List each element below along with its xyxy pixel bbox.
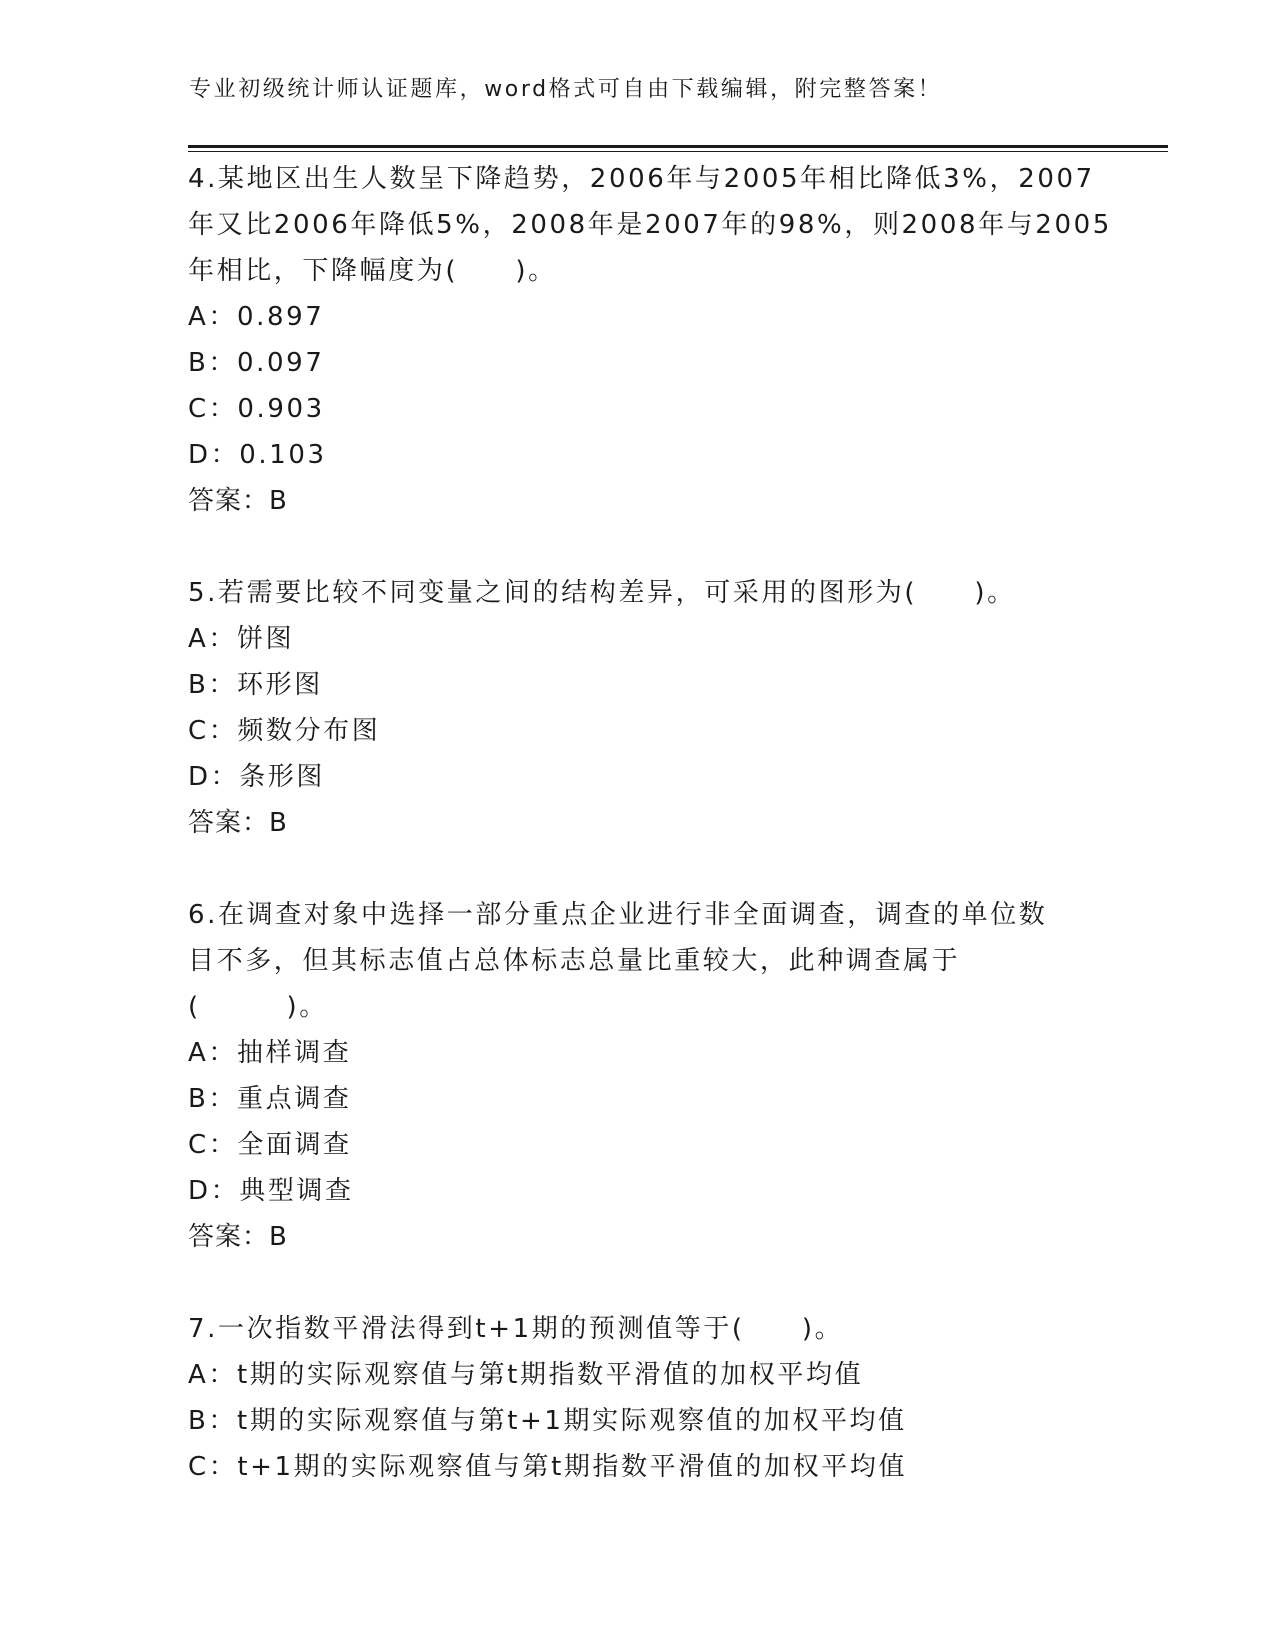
- question-7: [188, 1306, 1088, 1490]
- page-header: 专业初级统计师认证题库，word格式可自由下载编辑，附完整答案！: [189, 77, 943, 102]
- option-a: A：抽样调查: [188, 1038, 352, 1068]
- option-c: C：频数分布图: [188, 716, 381, 746]
- option-d: D：典型调查: [188, 1176, 354, 1206]
- option-c: C：全面调查: [188, 1130, 352, 1160]
- option-b: B：t期的实际观察值与第t+1期实际观察值的加权平均值: [188, 1406, 907, 1436]
- option-c: C：0.903: [188, 394, 325, 424]
- answer-label: 答案：B: [188, 1222, 288, 1252]
- answer-label: 答案：B: [188, 808, 288, 838]
- question-text-line: ( )。: [188, 992, 328, 1022]
- question-list: [188, 156, 1112, 1490]
- question-text-line: 5.若需要比较不同变量之间的结构差异，可采用的图形为( )。: [188, 578, 1016, 608]
- option-b: B：重点调查: [188, 1084, 352, 1114]
- question-text-line: 年相比，下降幅度为( )。: [188, 256, 557, 286]
- option-a: A：饼图: [188, 624, 295, 654]
- header-rule-thick: [188, 145, 1168, 148]
- option-a: A：0.897: [188, 302, 325, 332]
- question-text-line: 年又比2006年降低5%，2008年是2007年的98%，则2008年与2005: [188, 210, 1112, 240]
- question-text-line: 目不多，但其标志值占总体标志总量比重较大，此种调查属于: [188, 946, 961, 976]
- option-b: B：0.097: [188, 348, 325, 378]
- option-d: D：0.103: [188, 440, 327, 470]
- question-6: [188, 892, 1088, 1260]
- header-rule-thin: [188, 151, 1168, 152]
- question-text-line: 4.某地区出生人数呈下降趋势，2006年与2005年相比降低3%，2007: [188, 164, 1095, 194]
- option-b: B：环形图: [188, 670, 323, 700]
- option-d: D：条形图: [188, 762, 326, 792]
- question-4: [188, 156, 1112, 524]
- option-a: A：t期的实际观察值与第t期指数平滑值的加权平均值: [188, 1360, 864, 1390]
- answer-label: 答案：B: [188, 486, 288, 516]
- question-5: [188, 570, 1088, 846]
- option-c: C：t+1期的实际观察值与第t期指数平滑值的加权平均值: [188, 1452, 908, 1482]
- question-text-line: 6.在调查对象中选择一部分重点企业进行非全面调查，调查的单位数: [188, 900, 1048, 930]
- question-text-line: 7.一次指数平滑法得到t+1期的预测值等于( )。: [188, 1314, 844, 1344]
